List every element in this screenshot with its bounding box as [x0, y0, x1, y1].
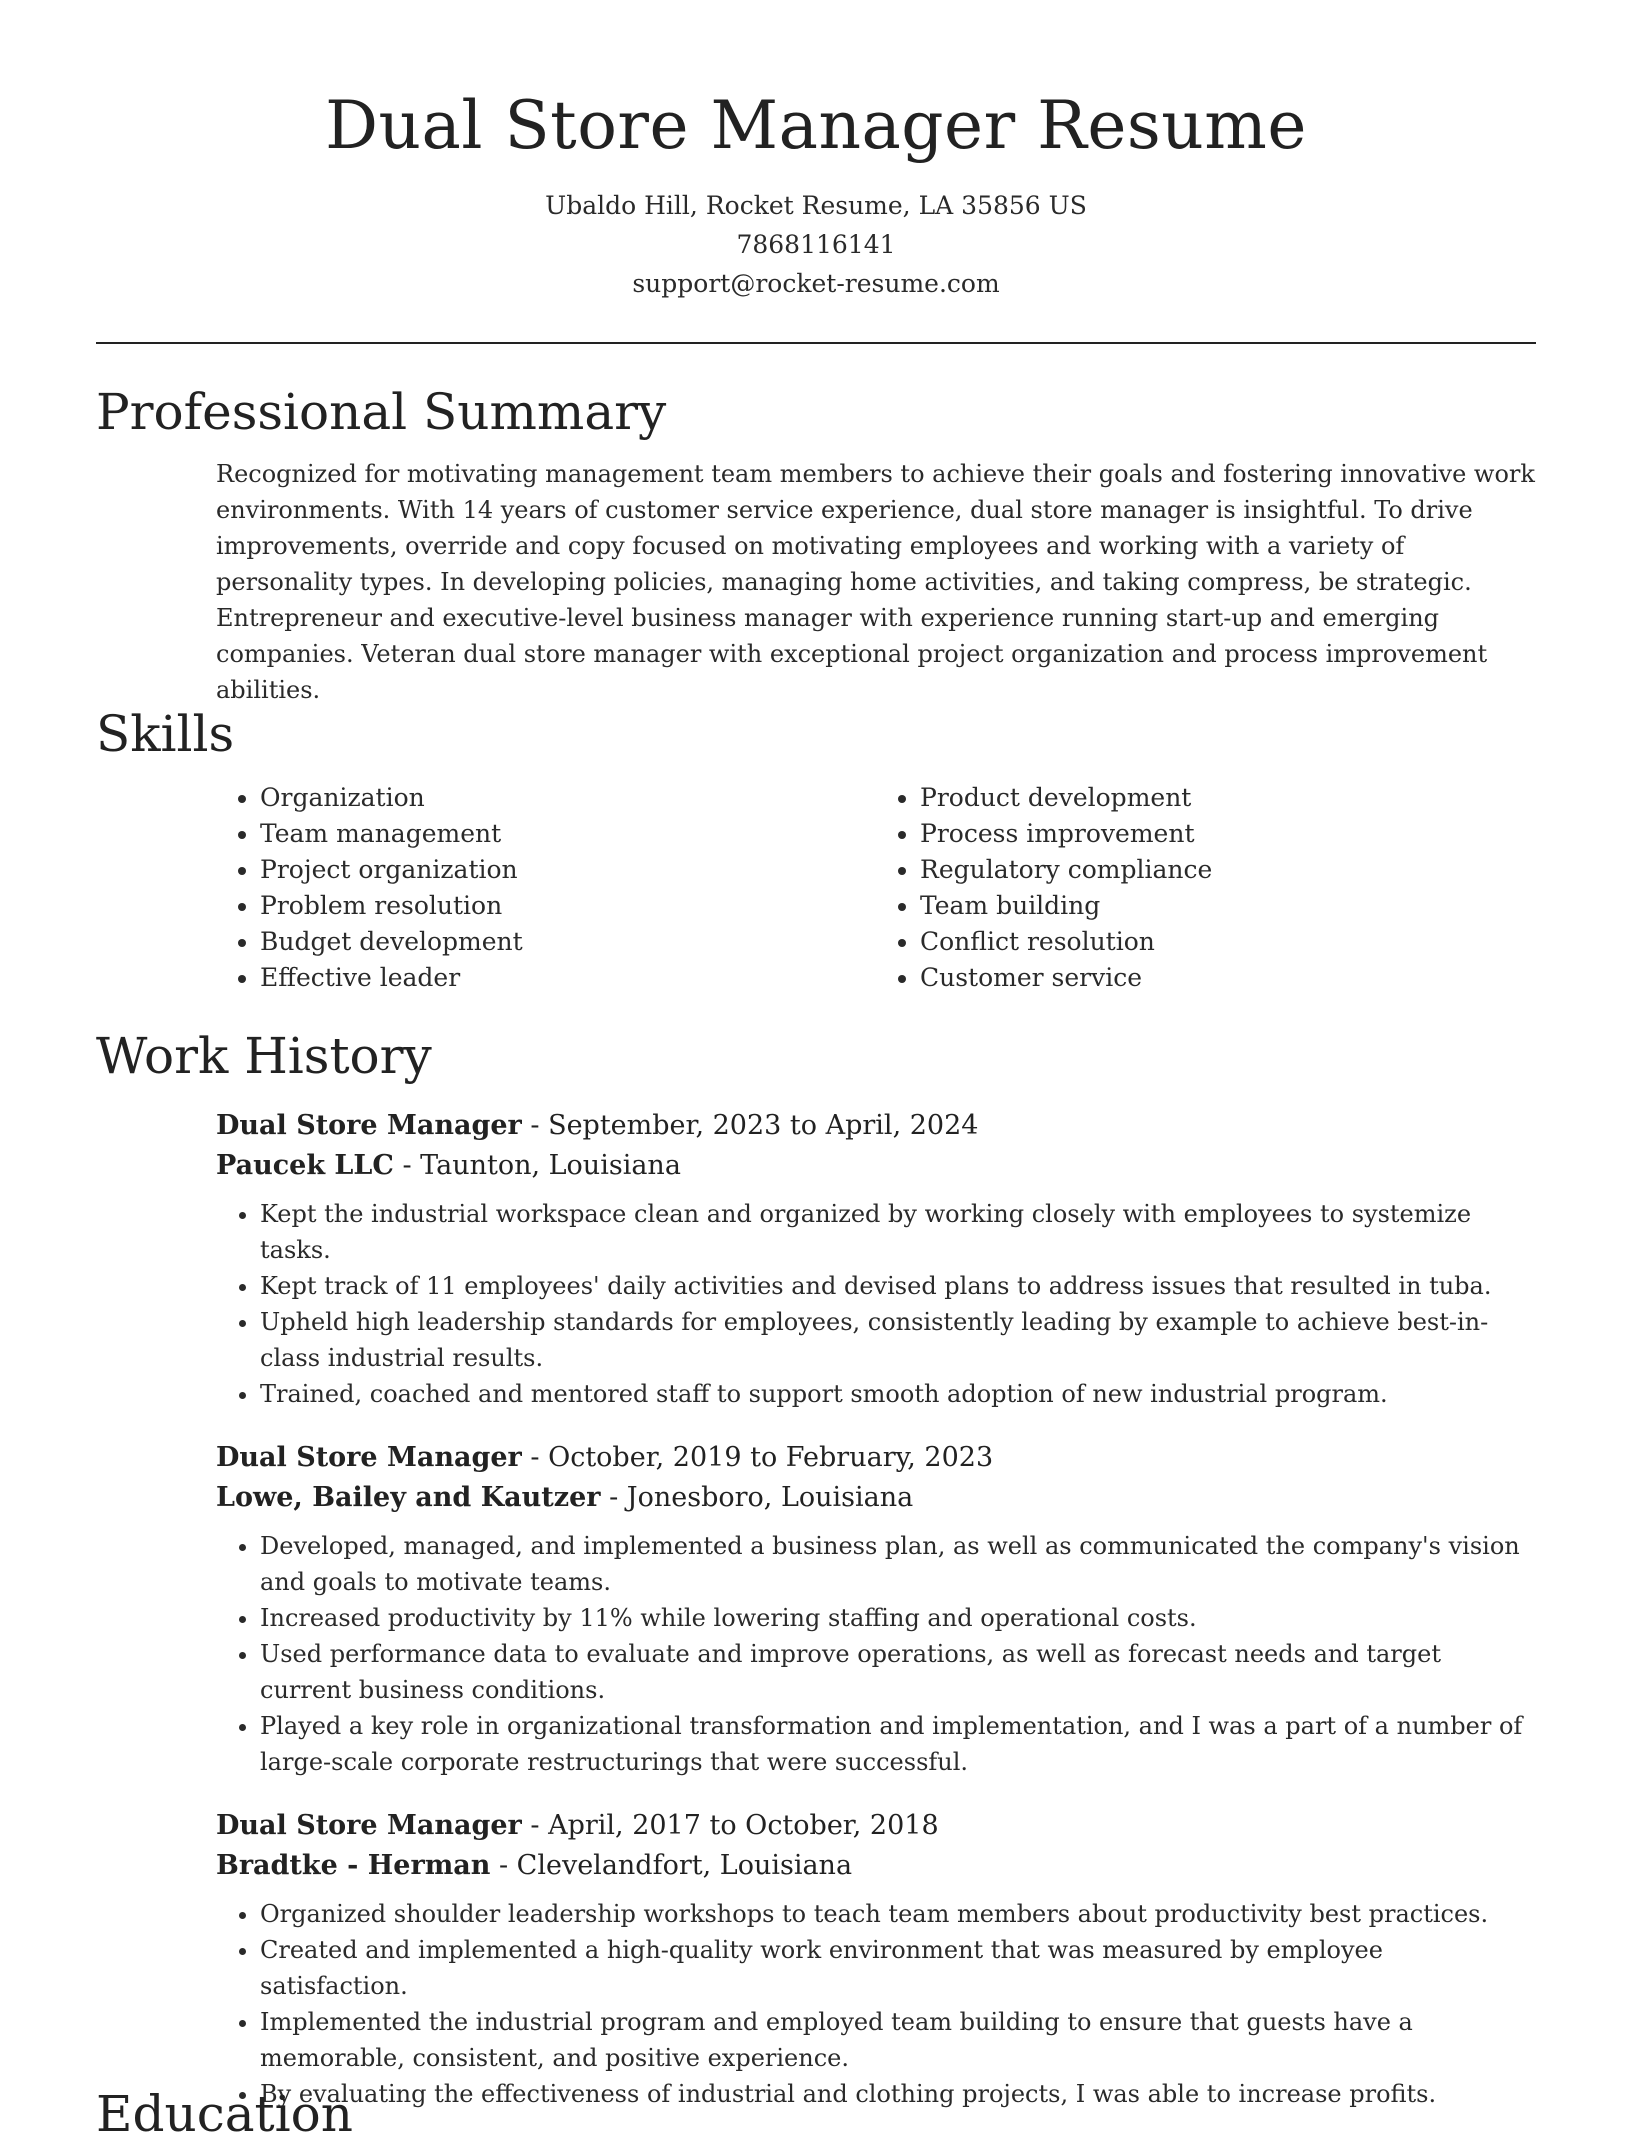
job-bullet-list: [216, 1528, 1536, 1780]
skill-item: • Product development: [920, 780, 1536, 816]
skill-item: • Team building: [920, 888, 1536, 924]
job-location: - Clevelandfort, Louisiana: [490, 1850, 853, 1881]
skill-item: • Process improvement: [920, 816, 1536, 852]
job-company-line: [216, 1846, 1536, 1886]
skill-item: • Customer service: [920, 960, 1536, 996]
skill-item: • Problem resolution: [260, 888, 876, 924]
skills-list-right: [876, 780, 1536, 996]
job-bullet: • Kept track of 11 employees' daily activities and devised plans to address issues that resulted in tuba.: [260, 1268, 1536, 1304]
job-company-line: [216, 1478, 1536, 1518]
job-bullet: • Implemented the industrial program and employed team building to ensure that guests have a memorable, consistent, and positive experience.: [260, 2004, 1536, 2076]
job-title: Dual Store Manager: [216, 1810, 522, 1841]
job-dates: - October, 2019 to February, 2023: [521, 1442, 994, 1473]
job-company: Paucek LLC: [216, 1150, 394, 1181]
contact-address: Ubaldo Hill, Rocket Resume, LA 35856 US: [545, 191, 1087, 220]
job-location: - Jonesboro, Louisiana: [600, 1482, 914, 1513]
job-dates: - April, 2017 to October, 2018: [521, 1810, 939, 1841]
job-company: Lowe, Bailey and Kautzer: [216, 1482, 601, 1513]
work-history-heading: Work History: [96, 1027, 432, 1085]
job-company-line: [216, 1146, 1536, 1186]
job-bullet: • By evaluating the effectiveness of industrial and clothing projects, I was able to increase profits.: [260, 2076, 1536, 2112]
skill-item: • Regulatory compliance: [920, 852, 1536, 888]
skill-item: • Conflict resolution: [920, 924, 1536, 960]
job-bullet: • Trained, coached and mentored staff to support smooth adoption of new industrial program.: [260, 1376, 1536, 1412]
job-bullet-list: [216, 1196, 1536, 1412]
skills-list-left: [216, 780, 876, 996]
job-bullet: • Developed, managed, and implemented a business plan, as well as communicated the company's vision and goals to motivate teams.: [260, 1528, 1536, 1600]
summary-text: Recognized for motivating management team members to achieve their goals and fostering innovative work environments. With 14 years of customer service experience, dual store manager is insightful. To drive improvements, override and copy focused on motivating employees and working with a variety of personality types. In developing policies, managing home activities, and taking compress, be strategic. Entrepreneur and executive-level business manager with experience running start-up and emerging companies. Veteran dual store manager with exceptional project organization and process improvement abilities.: [216, 460, 1535, 704]
skill-item: • Organization: [260, 780, 876, 816]
summary-heading: Professional Summary: [96, 383, 667, 441]
job-title-line: [216, 1438, 1536, 1478]
job-bullet: • Created and implemented a high-quality work environment that was measured by employee satisfaction.: [260, 1932, 1536, 2004]
skill-item: • Effective leader: [260, 960, 876, 996]
job-entry: [216, 1106, 1536, 1412]
contact-email: support@rocket-resume.com: [632, 269, 1000, 298]
job-title-line: [216, 1806, 1536, 1846]
job-bullet: • Increased productivity by 11% while lowering staffing and operational costs.: [260, 1600, 1536, 1636]
job-bullet: • Upheld high leadership standards for employees, consistently leading by example to achieve best-in-class industrial results.: [260, 1304, 1536, 1376]
job-bullet: • Played a key role in organizational transformation and implementation, and I was a part of a number of large-scale corporate restructurings that were successful.: [260, 1708, 1536, 1780]
job-title: Dual Store Manager: [216, 1442, 522, 1473]
resume-header: [0, 0, 1632, 303]
education-section: [96, 2082, 1536, 2146]
job-title-line: [216, 1106, 1536, 1146]
skills-section: [96, 702, 1536, 996]
job-location: - Taunton, Louisiana: [393, 1150, 681, 1181]
contact-phone: 7868116141: [736, 230, 896, 259]
skill-item: • Project organization: [260, 852, 876, 888]
skill-item: • Team management: [260, 816, 876, 852]
contact-info: [0, 186, 1632, 303]
header-divider: [96, 342, 1536, 344]
work-history-section: [96, 1024, 1536, 2112]
job-bullet-list: [216, 1896, 1536, 2112]
job-dates: - September, 2023 to April, 2024: [521, 1110, 979, 1141]
job-bullet: • Kept the industrial workspace clean and organized by working closely with employees to systemize tasks.: [260, 1196, 1536, 1268]
skills-columns: [216, 780, 1536, 996]
job-entry: [216, 1806, 1536, 2112]
job-bullet: • Organized shoulder leadership workshops to teach team members about productivity best practices.: [260, 1896, 1536, 1932]
job-entry: [216, 1438, 1536, 1780]
summary-section: [96, 380, 1536, 708]
skills-heading: Skills: [96, 705, 235, 763]
skill-item: • Budget development: [260, 924, 876, 960]
job-company: Bradtke - Herman: [216, 1850, 491, 1881]
job-bullet: • Used performance data to evaluate and improve operations, as well as forecast needs and target current business conditions.: [260, 1636, 1536, 1708]
job-title: Dual Store Manager: [216, 1110, 522, 1141]
education-heading: Education: [96, 2085, 353, 2143]
page-title: Dual Store Manager Resume: [325, 87, 1307, 164]
